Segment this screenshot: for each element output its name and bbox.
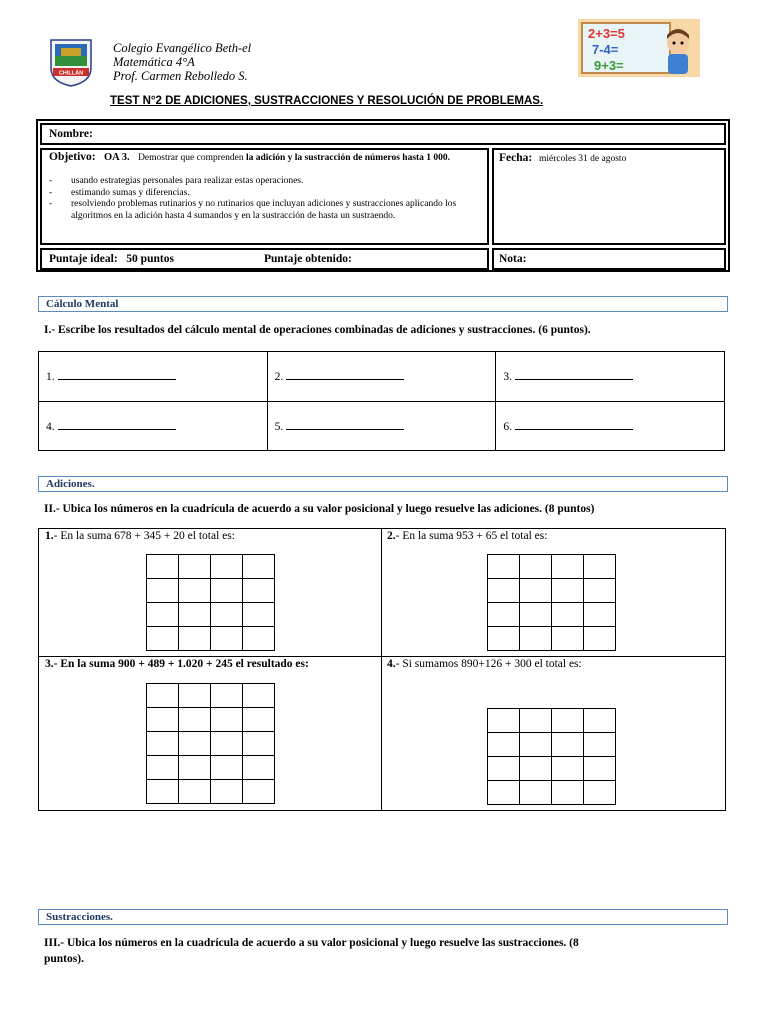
section-heading-additions: Adiciones. xyxy=(38,476,728,492)
objective-box xyxy=(40,148,489,245)
student-info-block xyxy=(36,119,730,272)
instruction-3-line1: III.- Ubica los números en la cuadrícula de acuerdo a su valor posicional y luego resuelve las sustracciones. (8 xyxy=(44,937,579,949)
objective-code: OA 3. xyxy=(104,152,130,163)
answer-line[interactable] xyxy=(286,419,404,430)
subject-grade: Matemática 4°A xyxy=(113,55,195,69)
problem-text: 2.- En la suma 953 + 65 el total es: xyxy=(387,530,548,542)
problem-text: 3.- En la suma 900 + 489 + 1.020 + 245 el resultado es: xyxy=(45,658,309,670)
date-value: miércoles 31 de agosto xyxy=(539,154,627,164)
problem-cell xyxy=(39,529,382,657)
mental-item[interactable]: 6. xyxy=(496,401,725,451)
additions-grid xyxy=(38,528,726,811)
mental-item[interactable]: 5. xyxy=(267,401,496,451)
place-value-grid[interactable] xyxy=(146,554,275,651)
test-title: TEST N°2 DE ADICIONES, SUSTRACCIONES Y RESOLUCIÓN DE PROBLEMAS. xyxy=(110,95,544,107)
hero-eq-3: 9+3= xyxy=(594,58,624,73)
problem-cell xyxy=(382,657,725,811)
mental-item[interactable]: 4. xyxy=(39,401,268,451)
hero-eq-2: 7-4= xyxy=(592,42,619,57)
section-heading-mental: Cálculo Mental xyxy=(38,296,728,312)
problem-cell xyxy=(39,657,382,811)
instruction-2: II.- Ubica los números en la cuadrícula de acuerdo a su valor posicional y luego resuelve las adiciones. (8 puntos) xyxy=(44,503,595,515)
mental-item[interactable]: 3. xyxy=(496,352,725,402)
mental-item[interactable]: 2. xyxy=(267,352,496,402)
instruction-1: I.- Escribe los resultados del cálculo mental de operaciones combinadas de adiciones y sustracciones. (6 puntos). xyxy=(44,324,591,336)
score-box xyxy=(40,248,489,270)
ideal-score: Puntaje ideal: 50 puntos xyxy=(49,253,174,265)
teacher-name: Prof. Carmen Rebolledo S. xyxy=(113,69,248,83)
objective-intro: Demostrar que comprenden xyxy=(138,153,244,163)
mental-item[interactable]: 1. xyxy=(39,352,268,402)
grade-box xyxy=(492,248,726,270)
objective-item: - resolviendo problemas rutinarios y no rutinarios que incluyan adiciones y sustracciones aplicando los algoritmos en la adición hasta 4 sumandos y en la sustracción de hasta un sustraendo. xyxy=(49,199,459,222)
objective-bold: la adición y la sustracción de números hasta 1 000. xyxy=(245,153,451,163)
answer-line[interactable] xyxy=(515,419,633,430)
problem-text: 1.- En la suma 678 + 345 + 20 el total es: xyxy=(45,530,235,542)
objective-text xyxy=(49,152,483,165)
answer-line[interactable] xyxy=(58,369,176,380)
school-name: Colegio Evangélico Beth-el xyxy=(113,41,252,55)
objective-item: - estimando sumas y diferencias. xyxy=(49,188,459,200)
instruction-3-line2: puntos). xyxy=(44,953,84,965)
answer-line[interactable] xyxy=(286,369,404,380)
objective-item: - usando estrategias personales para realizar estas operaciones. xyxy=(49,176,459,188)
math-kid-illustration xyxy=(578,19,700,77)
place-value-grid[interactable] xyxy=(487,708,616,805)
place-value-grid[interactable] xyxy=(487,554,616,651)
answer-line[interactable] xyxy=(515,369,633,380)
name-box xyxy=(40,123,726,145)
objective-list xyxy=(49,176,459,222)
date-label: Fecha: xyxy=(499,152,533,164)
problem-text: 4.- Si sumamos 890+126 + 300 el total es: xyxy=(387,658,582,670)
mental-calc-table xyxy=(38,351,725,451)
answer-line[interactable] xyxy=(58,419,176,430)
hero-eq-1: 2+3=5 xyxy=(588,26,625,41)
problem-cell xyxy=(382,529,725,657)
obtained-score-label: Puntaje obtenido: xyxy=(264,253,352,265)
date-box xyxy=(492,148,726,245)
objective-label: Objetivo: xyxy=(49,151,96,163)
school-info xyxy=(113,41,251,83)
name-label: Nombre: xyxy=(49,128,93,140)
section-heading-subtractions: Sustracciones. xyxy=(38,909,728,925)
place-value-grid[interactable] xyxy=(146,683,275,804)
logo-text: CHILLÁN xyxy=(58,70,84,77)
school-logo xyxy=(47,38,95,88)
grade-label: Nota: xyxy=(499,253,527,265)
